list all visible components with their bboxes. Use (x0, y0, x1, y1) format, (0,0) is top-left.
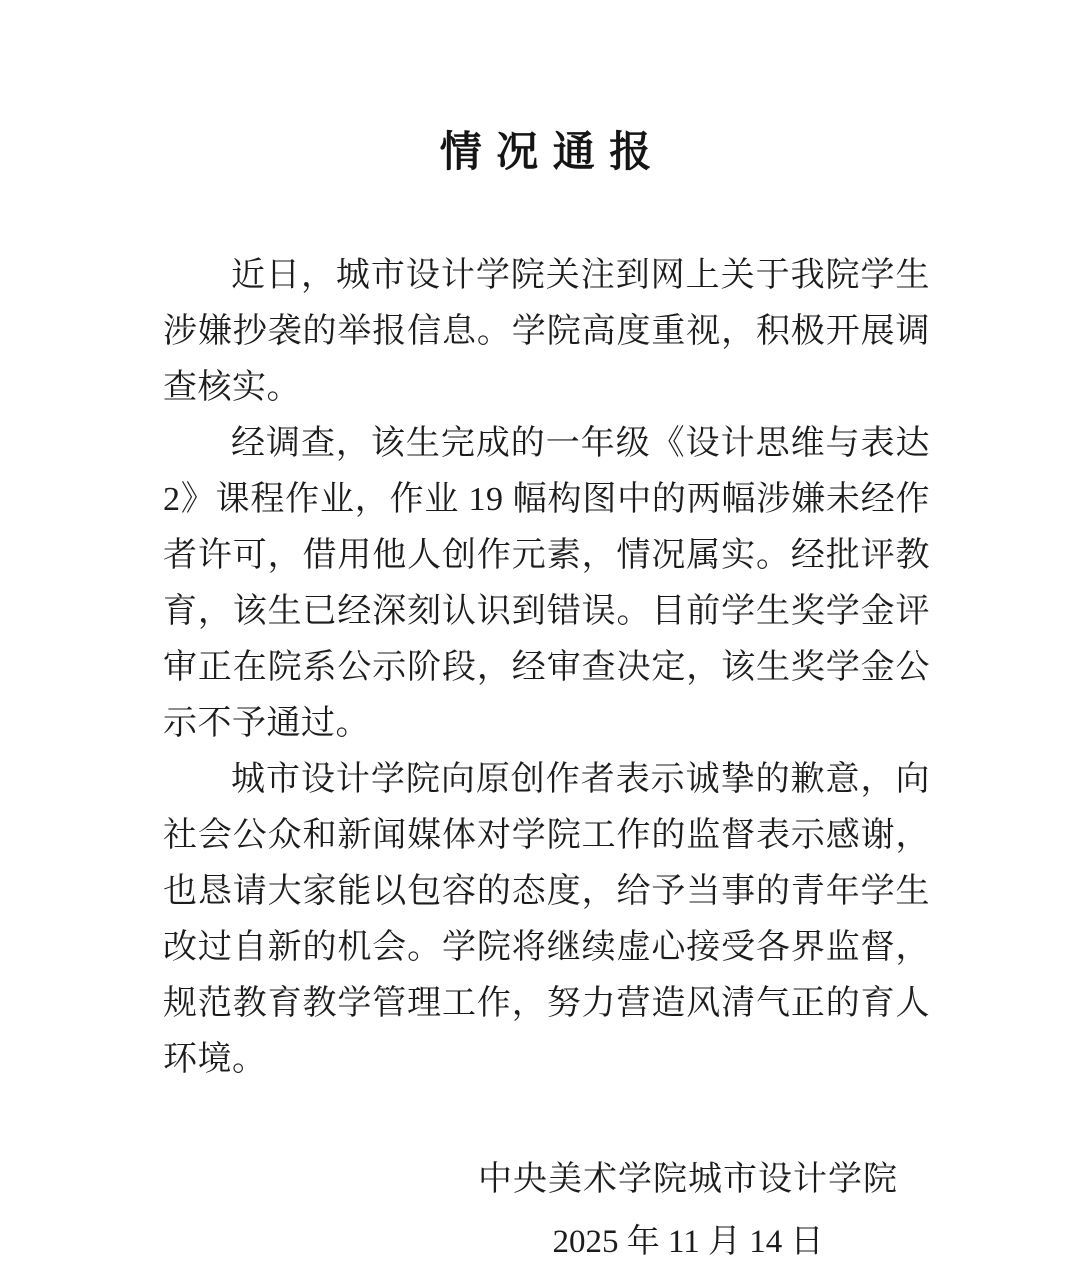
notice-body (163, 248, 930, 1088)
notice-paragraph-3: 城市设计学院向原创作者表示诚挚的歉意，向社会公众和新闻媒体对学院工作的监督表示感谢，也恳请大家能以包容的态度，给予当事的青年学生改过自新的机会。学院将继续虚心接受各界监督，规范教育教学管理工作，努力营造风清气正的育人环境。 (163, 761, 930, 1079)
notice-paragraph-2: 经调查，该生完成的一年级《设计思维与表达 2》课程作业，作业 19 幅构图中的两幅涉嫌未经作者许可，借用他人创作元素，情况属实。经批评教育，该生已经深刻认识到错误。目前学生奖学金评审正在院系公示阶段，经审查决定，该生奖学金公示不予通过。 (163, 425, 930, 743)
signature-org: 中央美术学院城市设计学院 (478, 1161, 898, 1199)
signature-date: 2025 年 11 月 14 日 (552, 1224, 824, 1261)
notice-title: 情 况 通 报 (439, 130, 654, 176)
signature-block (478, 1152, 898, 1270)
notice-paragraph-1: 近日，城市设计学院关注到网上关于我院学生涉嫌抄袭的举报信息。学院高度重视，积极开展调查核实。 (163, 257, 930, 407)
